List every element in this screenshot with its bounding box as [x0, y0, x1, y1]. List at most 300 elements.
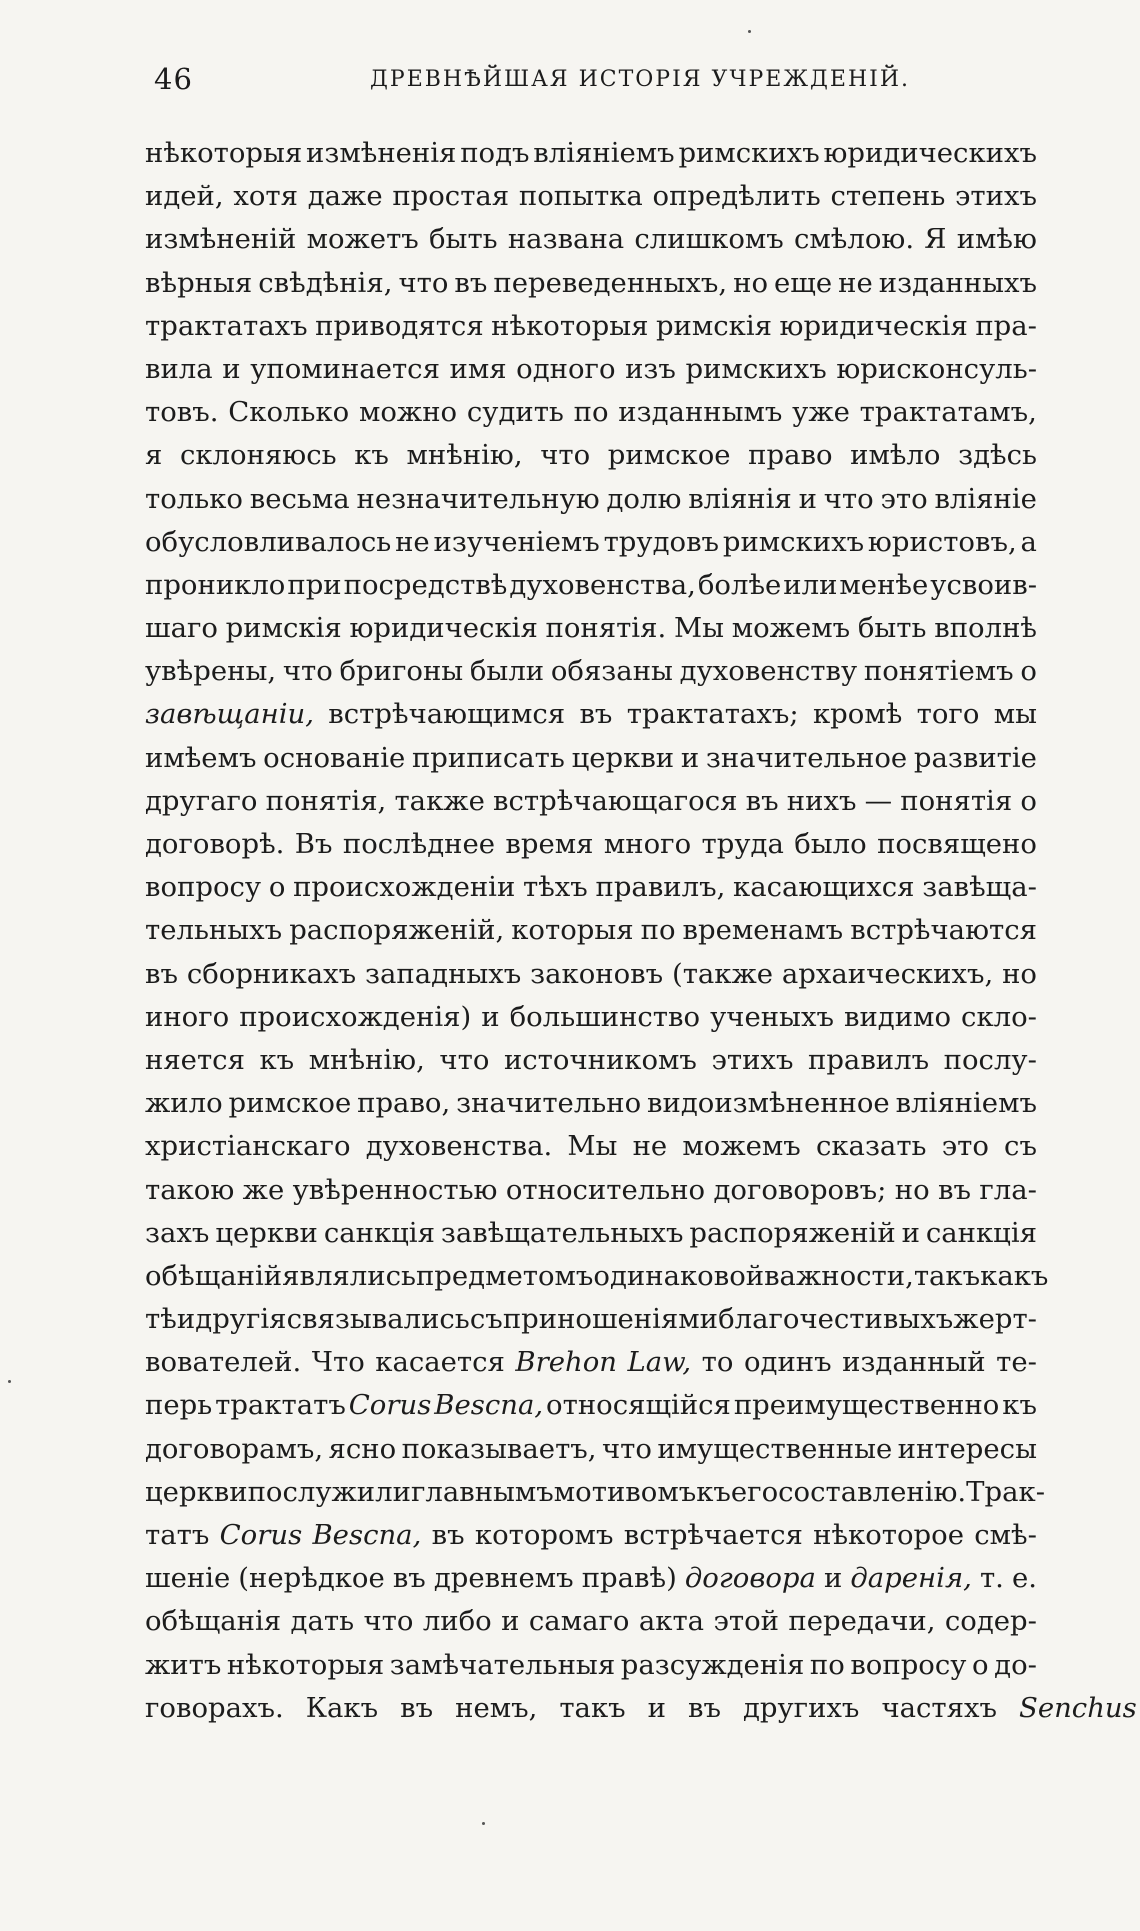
word: санкція: [925, 1216, 1037, 1249]
word: и: [901, 1216, 920, 1249]
word: трактатамъ,: [859, 396, 1037, 429]
word: вопросу: [145, 871, 262, 904]
word: Мы: [673, 612, 724, 645]
word: временамъ: [682, 914, 844, 947]
italic-word: Brehon: [515, 1346, 617, 1379]
word: мнѣнію,: [308, 1043, 425, 1076]
word: изданныхъ: [878, 266, 1037, 299]
word: и: [680, 741, 700, 774]
word: замѣчательныя: [389, 1648, 616, 1681]
print-speck: [482, 1822, 485, 1825]
word: являлись: [282, 1259, 416, 1292]
word: распоряженій,: [289, 914, 505, 947]
word: перь: [145, 1389, 213, 1422]
word: которомъ: [474, 1519, 614, 1551]
word: показываетъ,: [401, 1432, 597, 1465]
text-line: [145, 218, 1037, 261]
word: имѣю: [956, 223, 1037, 256]
word: быть: [857, 612, 927, 645]
word: е.: [1011, 1562, 1037, 1595]
text-line: [145, 909, 1037, 952]
word: значительное: [705, 741, 908, 774]
word: нѣкоторыя: [145, 137, 303, 169]
word: послѣднее: [342, 828, 496, 860]
text-line: [145, 1384, 1037, 1427]
word: право,: [357, 1087, 451, 1120]
word: мнѣнію,: [406, 439, 523, 472]
word: слишкомъ: [634, 223, 784, 256]
word: о: [268, 871, 286, 904]
word: т.: [979, 1562, 1004, 1595]
word: при: [287, 568, 342, 601]
word: законовъ: [530, 957, 664, 990]
word: время: [505, 828, 594, 860]
word: вліяніемъ: [533, 137, 675, 169]
word: иного: [145, 1000, 230, 1033]
word: были: [469, 655, 545, 688]
word: нѣкоторыя: [226, 1648, 385, 1681]
word: вліяніе: [934, 482, 1037, 515]
italic-word: Corus: [348, 1389, 432, 1422]
word: Что: [311, 1346, 365, 1379]
word: шеніе: [145, 1562, 231, 1595]
word: жило: [145, 1087, 223, 1120]
word: завѣщательныхъ: [440, 1216, 684, 1249]
text-line: [145, 1125, 1037, 1168]
word: ученыхъ: [710, 1000, 834, 1033]
word: духовенства,: [509, 568, 696, 601]
word: санкція: [323, 1216, 435, 1249]
word: смѣлою.: [793, 223, 915, 256]
word: Мы: [567, 1130, 618, 1163]
word: посвящено: [877, 828, 1037, 860]
word: вліянія: [688, 482, 792, 515]
word: юридическихъ: [823, 137, 1037, 169]
word: свѣдѣнія,: [258, 266, 393, 299]
word: послужили: [247, 1475, 411, 1508]
word: источникомъ: [503, 1043, 697, 1076]
text-line: [145, 1169, 1037, 1212]
word: скло-: [961, 1000, 1037, 1033]
word: понятія.: [545, 612, 667, 645]
text-line: [145, 1600, 1037, 1643]
word: приписать: [411, 741, 565, 774]
text-line: [145, 1644, 1037, 1687]
word: встрѣчаются: [850, 914, 1037, 947]
text-line: [145, 1514, 1037, 1557]
word: другаго: [145, 784, 258, 817]
text-line: [145, 996, 1037, 1039]
word: древнемъ: [433, 1562, 574, 1595]
text-line: [145, 175, 1037, 218]
word: ясно: [328, 1432, 397, 1465]
word: по: [809, 1648, 845, 1681]
word: сборникахъ: [186, 957, 357, 990]
word: этихъ: [955, 180, 1037, 213]
word: по: [573, 396, 609, 429]
word: Трак-: [966, 1475, 1045, 1508]
word: римское: [228, 1087, 352, 1120]
word: мы: [993, 698, 1037, 731]
word: до-: [994, 1648, 1037, 1681]
italic-word: Bescna,: [312, 1519, 422, 1551]
text-line: [145, 1471, 1045, 1514]
italic-word: Corus: [219, 1519, 303, 1551]
word: переведенныхъ,: [493, 266, 728, 299]
word: одинъ: [743, 1346, 832, 1379]
text-line: [145, 823, 1037, 866]
word: которыя: [511, 914, 634, 947]
word: названа: [507, 223, 625, 256]
word: приношеніями: [502, 1303, 718, 1336]
word: можетъ: [306, 223, 419, 256]
word: но: [733, 266, 769, 299]
word: изученіемъ: [433, 525, 600, 558]
text-line: [145, 953, 1037, 996]
word: изданнымъ: [618, 396, 783, 429]
word: его: [730, 1475, 779, 1508]
word: другія: [195, 1303, 287, 1336]
word: кромѣ: [812, 698, 903, 731]
word: труда: [701, 828, 784, 860]
word: передачи,: [788, 1605, 936, 1638]
word: изданный: [842, 1346, 986, 1379]
text-line: [145, 1212, 1037, 1255]
word: касается: [375, 1346, 505, 1379]
word: нѣкоторыя: [491, 309, 649, 342]
word: вліяніемъ: [895, 1087, 1037, 1120]
word: житъ: [145, 1648, 222, 1681]
word: встрѣчается: [623, 1519, 803, 1551]
italic-word: даренія,: [850, 1562, 972, 1595]
word: можемъ: [731, 612, 851, 645]
word: о: [972, 1648, 989, 1681]
word: римскихъ: [685, 352, 827, 385]
word: въ: [431, 1519, 465, 1551]
word: церкви: [145, 1475, 248, 1508]
word: другихъ: [742, 1691, 860, 1724]
word: вѣрныя: [145, 266, 253, 299]
word: въ: [400, 1691, 434, 1724]
word: важности,: [764, 1259, 914, 1292]
word: шаго: [145, 612, 218, 645]
word: судить: [466, 396, 564, 429]
word: что: [363, 1605, 414, 1638]
word: —: [864, 784, 893, 817]
word: Какъ: [305, 1691, 379, 1724]
word: послу-: [943, 1043, 1037, 1076]
word: духовенства.: [365, 1130, 553, 1163]
word: степень: [830, 180, 946, 213]
word: долю: [606, 482, 682, 515]
word: имя: [449, 352, 507, 385]
word: трактатъ: [215, 1389, 346, 1422]
word: еще: [774, 266, 833, 299]
word: изъ: [625, 352, 676, 385]
word: измѣненій: [145, 223, 297, 256]
word: значительно: [456, 1087, 642, 1120]
word: увѣренностью: [292, 1173, 498, 1206]
word: также: [394, 784, 485, 817]
word: связывались: [286, 1303, 470, 1336]
word: западныхъ: [365, 957, 522, 990]
word: касающихся: [733, 871, 915, 904]
word: обѣщаній: [145, 1259, 283, 1292]
word: къ: [259, 1043, 295, 1076]
word: такою: [145, 1173, 235, 1206]
word: и: [222, 352, 241, 385]
word: благочестивыхъ: [718, 1303, 954, 1336]
word: составленію.: [778, 1475, 967, 1508]
text-line: [145, 693, 1037, 736]
word: увѣрены,: [145, 655, 277, 688]
word: что: [439, 1043, 490, 1076]
word: было: [794, 828, 867, 860]
text-line: [145, 478, 1037, 521]
text-line: [145, 780, 1037, 823]
word: обязаны: [550, 655, 673, 688]
text-line: [145, 391, 1037, 434]
italic-word: договора: [684, 1562, 816, 1595]
word: жерт-: [953, 1303, 1037, 1336]
word: относящійся: [546, 1389, 731, 1422]
word: понятія: [900, 784, 1013, 817]
text-line: [145, 866, 1037, 909]
word: немъ,: [455, 1691, 538, 1724]
word: тѣхъ: [523, 871, 588, 904]
page-header: [154, 62, 1030, 102]
word: бригоны: [339, 655, 464, 688]
word: того: [916, 698, 980, 731]
word: римское: [607, 439, 731, 472]
word: римскія: [655, 309, 772, 342]
word: Я: [924, 223, 947, 256]
word: архаическихъ,: [781, 957, 994, 990]
word: интересы: [897, 1432, 1037, 1465]
word: въ: [938, 1173, 971, 1206]
word: товъ.: [145, 396, 219, 429]
word: и: [176, 1303, 196, 1336]
word: этой: [713, 1605, 779, 1638]
italic-word: Senchus: [1018, 1691, 1137, 1724]
word: и: [798, 482, 817, 515]
word: но: [894, 1173, 930, 1206]
word: имѣло: [850, 439, 941, 472]
text-line: [145, 434, 1037, 477]
word: вила: [145, 352, 213, 385]
word: говорахъ.: [145, 1691, 284, 1724]
text-line: [145, 1341, 1037, 1384]
word: юристовъ,: [867, 525, 1017, 558]
word: частяхъ: [881, 1691, 997, 1724]
word: или: [783, 568, 838, 601]
word: римскихъ: [722, 525, 865, 558]
word: видоизмѣненное: [647, 1087, 890, 1120]
text-line: [145, 564, 1037, 607]
word: что: [282, 655, 333, 688]
word: какъ: [980, 1259, 1049, 1292]
word: право: [748, 439, 833, 472]
word: происхожденіи: [293, 871, 516, 904]
word: юрисконсуль-: [836, 352, 1037, 385]
word: только: [145, 482, 243, 515]
word: понятія,: [265, 784, 387, 817]
word: захъ: [145, 1216, 210, 1249]
word: а: [1020, 525, 1037, 558]
print-speck: [748, 30, 751, 33]
word: упоминается: [250, 352, 440, 385]
word: (нерѣдкое: [238, 1562, 385, 1595]
word: можно: [358, 396, 458, 429]
word: въ: [579, 698, 613, 731]
word: много: [603, 828, 692, 860]
word: дать: [290, 1605, 355, 1638]
word: развитіе: [913, 741, 1037, 774]
italic-word: Bescna,: [434, 1389, 544, 1422]
word: видимо: [843, 1000, 952, 1033]
word: трактатахъ: [145, 309, 308, 342]
word: попытка: [518, 180, 643, 213]
text-line: [145, 521, 1037, 564]
word: такъ: [913, 1259, 981, 1292]
word: вполнѣ: [934, 612, 1037, 645]
word: одинаковой: [593, 1259, 765, 1292]
word: идей,: [145, 180, 224, 213]
word: съ: [469, 1303, 503, 1336]
word: хотя: [233, 180, 298, 213]
word: тельныхъ: [145, 914, 283, 947]
word: посредствѣ: [343, 568, 508, 601]
word: гла-: [979, 1173, 1037, 1206]
word: христіанскаго: [145, 1130, 351, 1163]
italic-word: завѣщаніи,: [145, 698, 314, 731]
word: и: [647, 1691, 666, 1724]
word: простая: [392, 180, 510, 213]
word: приводятся: [315, 309, 484, 342]
word: самаго: [528, 1605, 630, 1638]
word: происхожденія): [239, 1000, 472, 1033]
word: завѣща-: [922, 871, 1037, 904]
word: относительно: [505, 1173, 706, 1206]
word: въ: [687, 1691, 721, 1724]
word: же: [242, 1173, 285, 1206]
word: опредѣлить: [652, 180, 821, 213]
word: по: [640, 914, 676, 947]
word: къ: [1002, 1389, 1037, 1422]
word: понятіемъ: [863, 655, 1014, 688]
text-line: [145, 737, 1037, 780]
word: те-: [996, 1346, 1037, 1379]
word: что: [823, 482, 874, 515]
word: правѣ): [581, 1562, 677, 1595]
running-title: ДРЕВНѢЙШАЯ ИСТОРІЯ УЧРЕЖДЕНІЙ.: [370, 67, 911, 92]
word: что: [398, 266, 449, 299]
word: менѣе: [839, 568, 929, 601]
word: что: [601, 1432, 652, 1465]
word: (также: [671, 957, 774, 990]
word: о: [1020, 784, 1037, 817]
word: римскихъ: [678, 137, 820, 169]
word: нѣкоторое: [813, 1519, 964, 1551]
word: сказать: [815, 1130, 927, 1163]
word: нихъ: [786, 784, 857, 817]
word: основаніе: [263, 741, 406, 774]
word: смѣ-: [974, 1519, 1037, 1551]
word: вопросу: [850, 1648, 967, 1681]
text-line: [145, 305, 1037, 348]
word: церкви: [571, 741, 675, 774]
text-line: [145, 348, 1037, 391]
text-line: [145, 262, 1037, 305]
word: встрѣчающагося: [493, 784, 738, 817]
word: пра-: [975, 309, 1037, 342]
italic-word: Law,: [627, 1346, 692, 1379]
word: договоровъ;: [713, 1173, 887, 1206]
word: я: [145, 439, 163, 472]
word: трудовъ: [603, 525, 720, 558]
word: имущественные: [657, 1432, 893, 1465]
word: такъ: [559, 1691, 626, 1724]
word: къ: [696, 1475, 731, 1508]
word: и: [481, 1000, 500, 1033]
word: склоняюсь: [179, 439, 337, 472]
text-line: [145, 1428, 1037, 1471]
word: здѣсь: [958, 439, 1037, 472]
word: правилъ: [808, 1043, 930, 1076]
word: акта: [638, 1605, 705, 1638]
word: преимущественно: [733, 1389, 1000, 1422]
word: весьма: [249, 482, 350, 515]
word: трактатахъ;: [626, 698, 799, 731]
word: къ: [354, 439, 389, 472]
word: уже: [792, 396, 850, 429]
word: этихъ: [711, 1043, 794, 1076]
text-line: [145, 1557, 1037, 1600]
word: не: [395, 525, 430, 558]
text-line: [145, 650, 1037, 693]
word: что: [540, 439, 591, 472]
word: мотивомъ: [553, 1475, 697, 1508]
text-line: [145, 1255, 1049, 1298]
body-text: [145, 132, 1137, 1730]
word: обусловливалось: [145, 525, 392, 558]
word: даже: [307, 180, 383, 213]
word: вователей.: [145, 1346, 302, 1379]
word: одного: [516, 352, 616, 385]
page-number: 46: [154, 62, 193, 96]
word: въ: [392, 1562, 426, 1595]
word: можемъ: [682, 1130, 801, 1163]
word: о: [1020, 655, 1037, 688]
word: съ: [1004, 1130, 1037, 1163]
text-line: [145, 1039, 1037, 1082]
word: правилъ,: [595, 871, 726, 904]
word: распоряженій: [689, 1216, 896, 1249]
text-line: [145, 1082, 1037, 1125]
text-line: [145, 1687, 1137, 1730]
word: предметомъ: [415, 1259, 594, 1292]
word: большинство: [509, 1000, 701, 1033]
word: разсужденія: [620, 1648, 805, 1681]
word: духовенству: [679, 655, 858, 688]
word: подъ: [460, 137, 530, 169]
word: церкви: [215, 1216, 318, 1249]
word: юридическія: [349, 612, 538, 645]
word: не: [632, 1130, 668, 1163]
text-line: [145, 607, 1037, 650]
word: въ: [145, 957, 178, 990]
word: измѣненія: [306, 137, 457, 169]
